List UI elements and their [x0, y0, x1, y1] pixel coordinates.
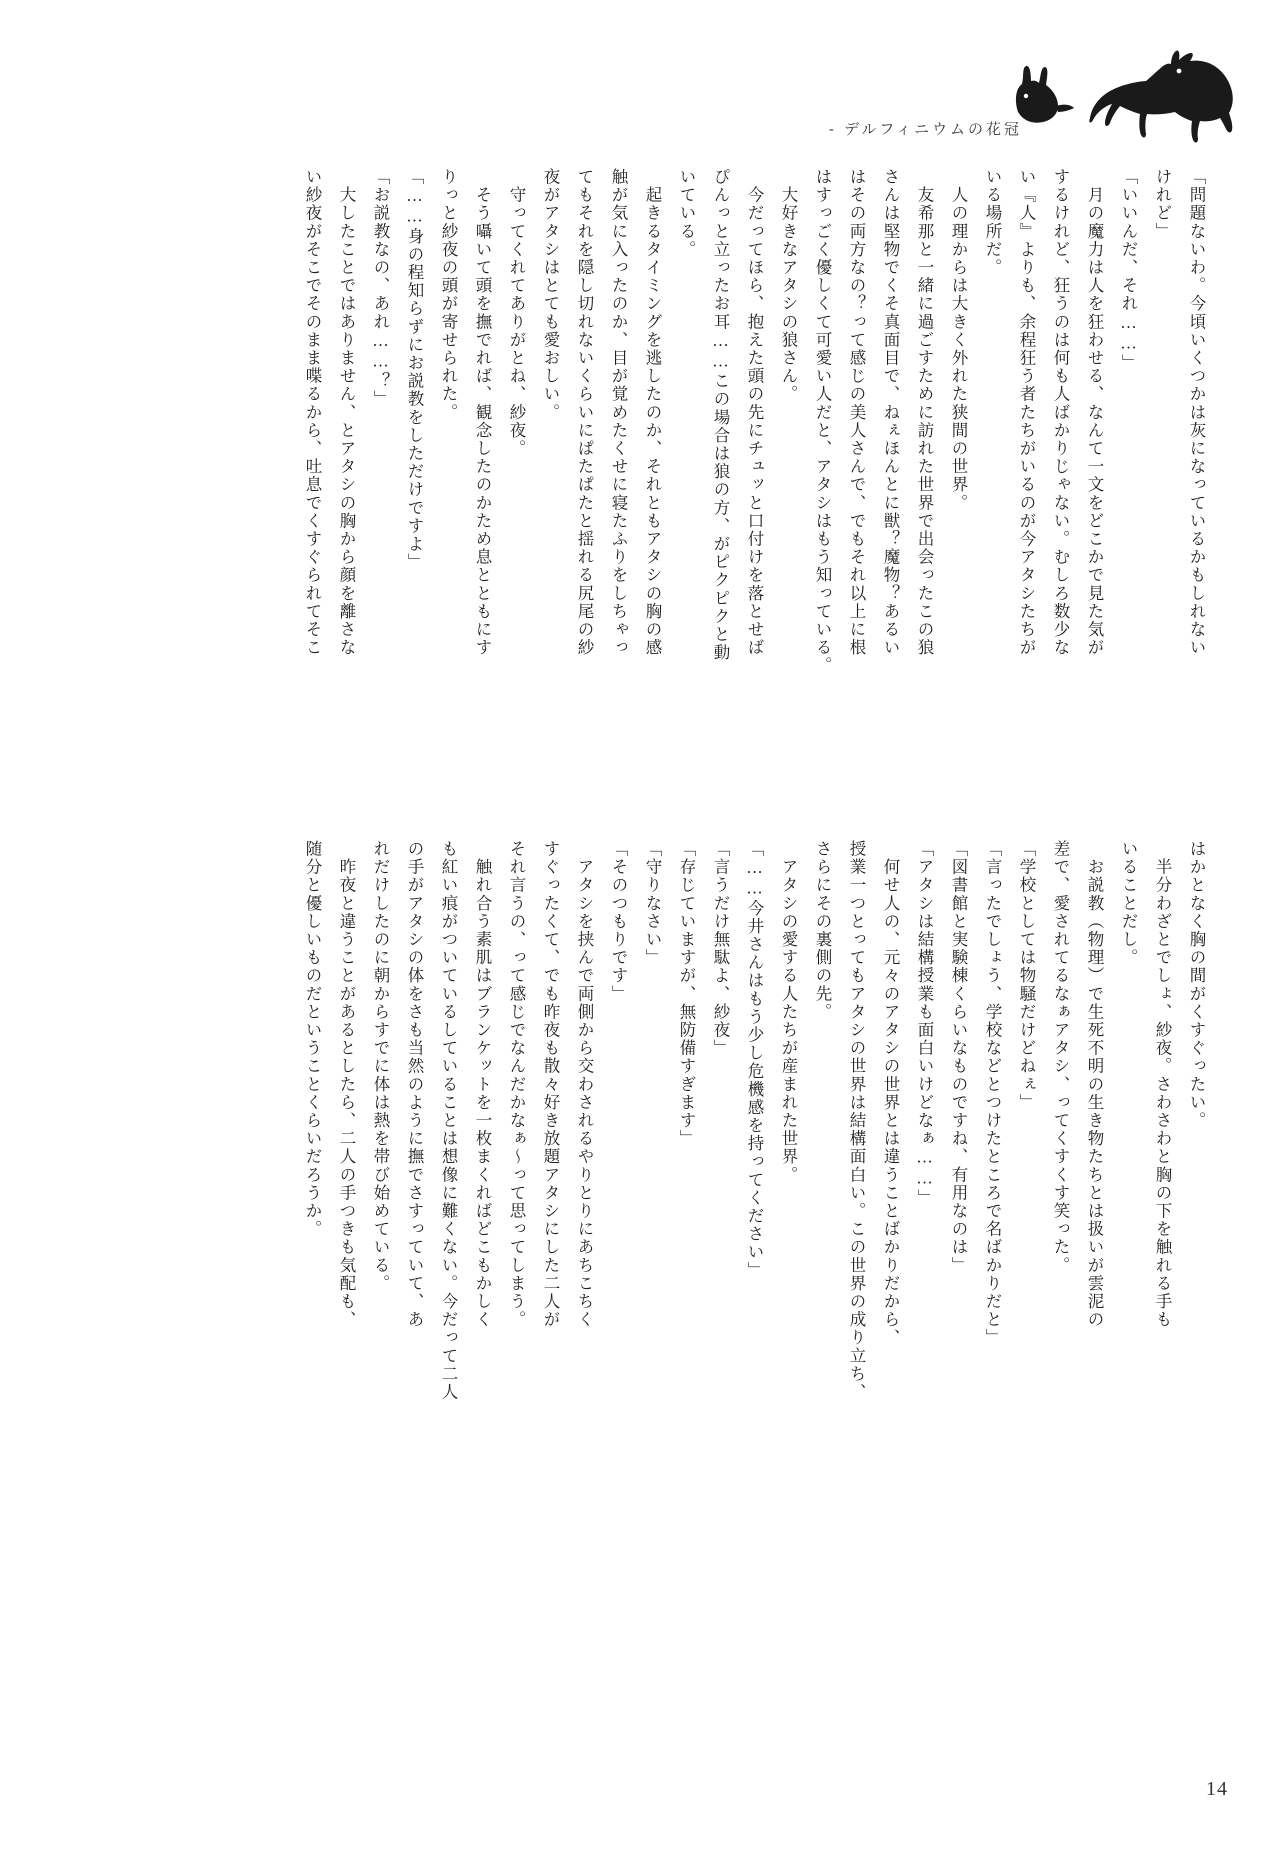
- body-top-line: 大したことではありません、とアタシの胸から顔を離さな: [337, 168, 356, 657]
- body-top-line: はすっごく優しくて可愛い人だと、アタシはもう知っている。: [813, 168, 832, 675]
- body-top-line: ぴんっと立ったお耳……この場合は狼の方、がピクピクと動: [711, 168, 730, 662]
- body-bottom-line: 何せ人の、元々のアタシの世界とは違うことばかりだから、: [881, 840, 900, 1347]
- body-top-line: いている。: [677, 168, 696, 259]
- body-bottom-line: 触れ合う素肌はブランケットを一枚まくればどこもかしく: [473, 840, 492, 1329]
- body-top-line: い『人』よりも、余程狂う者たちがいるのが今アタシたちが: [1017, 168, 1036, 657]
- body-top-line: 今だってほら、抱えた頭の先にチュッと口付けを落とせば: [745, 168, 764, 657]
- body-top-line: 起きるタイミングを逃したのか、それともアタシの胸の感: [643, 168, 662, 657]
- wolf-and-rabbit-silhouette-icon: [1000, 40, 1240, 150]
- body-top-line: 人の理からは大きく外れた狭間の世界。: [949, 168, 968, 512]
- body-top-line: 触が気に入ったのか、目が覚めたくせに寝たふりをしちゃっ: [609, 168, 628, 657]
- body-top-line: 「いいんだ、それ……」: [1119, 168, 1138, 373]
- body-top-line: 「お説教なの、あれ……？」: [371, 168, 390, 409]
- body-top-line: 「……身の程知らずにお説教をしただけですよ」: [405, 168, 424, 572]
- body-top-line: てもそれを隠し切れないくらいにぱたぱたと揺れる尻尾の紗: [575, 168, 594, 657]
- body-bottom-line: アタシを挟んで両側から交わされるやりとりにあちこちく: [575, 840, 594, 1329]
- body-bottom-line: 「……今井さんはもう少し危機感を持ってください」: [745, 840, 764, 1280]
- body-top-line: 大好きなアタシの狼さん。: [779, 168, 798, 404]
- body-bottom-line: 昨夜と違うことがあるとしたら、二人の手つきも気配も、: [337, 840, 356, 1329]
- body-bottom-line: の手がアタシの体をさも当然のように撫でさすっていて、あ: [405, 840, 424, 1329]
- body-bottom-line: それ言うの、って感じでなんだかなぁ～って思ってしまう。: [507, 840, 526, 1329]
- body-text-block-bottom: [72, 840, 1208, 1480]
- body-top-line: そう囁いて頭を撫でれば、観念したのかため息とともにす: [473, 168, 492, 657]
- body-top-line: いる場所だ。: [983, 168, 1002, 277]
- body-bottom-line: 「そのつもりです」: [609, 840, 628, 1003]
- body-bottom-line: はかとなく胸の間がくすぐったい。: [1187, 840, 1206, 1130]
- body-bottom-line: さらにその裏側の先。: [813, 840, 832, 1021]
- body-top-line: さんは堅物でくそ真面目で、ねぇほんとに獣？魔物？あるい: [881, 168, 900, 657]
- body-top-line: 「問題ないわ。今頃いくつかは灰になっているかもしれない: [1187, 168, 1206, 657]
- body-top-line: するけれど、狂うのは何も人ばかりじゃない。むしろ数少な: [1051, 168, 1070, 657]
- page-number: 14: [1206, 1778, 1228, 1800]
- body-bottom-line: も紅い痕がついているしていることは想像に難くない。今だって二人: [439, 840, 458, 1402]
- body-bottom-line: れだけしたのに朝からすでに体は熱を帯び始めている。: [371, 840, 390, 1293]
- body-bottom-line: 「アタシは結構授業も面白いけどなぁ……」: [915, 840, 934, 1207]
- body-bottom-line: 「言うだけ無駄よ、紗夜」: [711, 840, 730, 1058]
- body-top-line: けれど」: [1153, 168, 1172, 241]
- body-top-line: 友希那と一緒に過ごすために訪れた世界で出会ったこの狼: [915, 168, 934, 657]
- body-bottom-line: 「言ったでしょう、学校などとつけたところで名ばかりだと」: [983, 840, 1002, 1347]
- body-top-line: 月の魔力は人を狂わせる、なんて一文をどこかで見た気が: [1085, 168, 1104, 657]
- body-bottom-line: すぐったくて、でも昨夜も散々好き放題アタシにした二人が: [541, 840, 560, 1329]
- body-text-block-top: [72, 168, 1208, 808]
- body-bottom-line: 差で、愛されてるなぁアタシ、ってくすくす笑った。: [1051, 840, 1070, 1275]
- page-title: - デルフィニウムの花冠: [828, 121, 1022, 138]
- body-top-line: い紗夜がそこでそのまま喋るから、吐息でくすぐられてそこ: [303, 168, 322, 657]
- body-bottom-line: 「図書館と実験棟くらいなものですね、有用なのは」: [949, 840, 968, 1275]
- page-header: [630, 40, 1250, 150]
- body-top-line: はその両方なの？って感じの美人さんで、でもそれ以上に根: [847, 168, 866, 657]
- body-bottom-line: 半分わざとでしょ、紗夜。さわさわと胸の下を触れる手も: [1153, 840, 1172, 1329]
- body-top-line: 夜がアタシはとても愛おしい。: [541, 168, 560, 422]
- body-top-line: りっと紗夜の頭が寄せられた。: [439, 168, 458, 422]
- body-bottom-line: いることだし。: [1119, 840, 1138, 967]
- body-bottom-line: アタシの愛する人たちが産まれた世界。: [779, 840, 798, 1184]
- body-bottom-line: 随分と優しいものだということくらいだろうか。: [303, 840, 322, 1239]
- body-bottom-line: 「学校としては物騒だけどねぇ」: [1017, 840, 1036, 1112]
- body-bottom-line: 「存じていますが、無防備すぎます」: [677, 840, 696, 1148]
- body-bottom-line: 「守りなさい」: [643, 840, 662, 967]
- body-bottom-line: 授業一つとってもアタシの世界は結構面白い。この世界の成り立ち、: [847, 840, 866, 1402]
- body-bottom-line: お説教（物理）で生死不明の生き物たちとは扱いが雲泥の: [1085, 840, 1104, 1329]
- body-top-line: 守ってくれてありがとね、紗夜。: [507, 168, 526, 458]
